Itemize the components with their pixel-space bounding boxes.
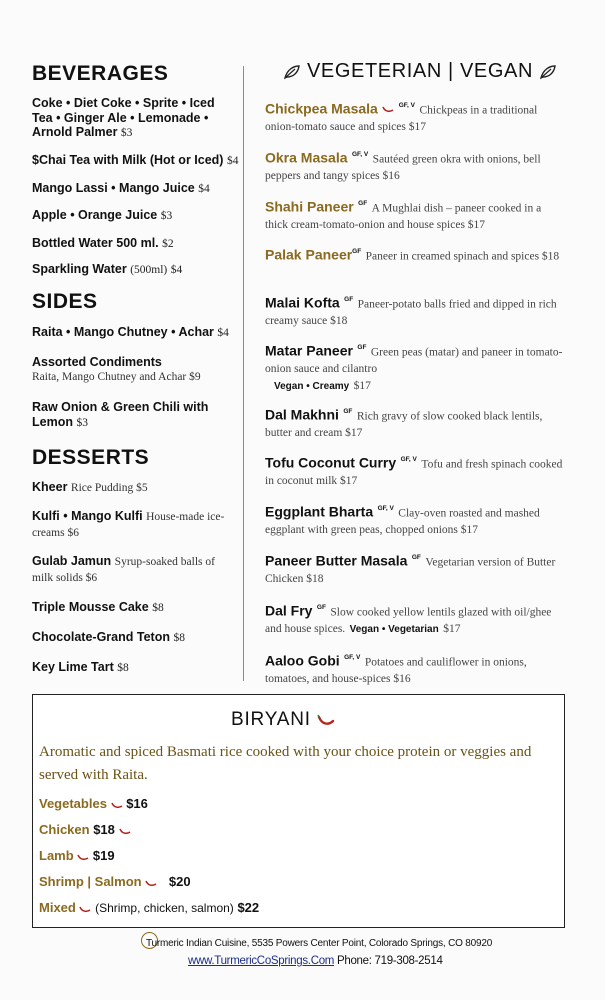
- biryani-title: BIRYANI: [231, 709, 335, 731]
- chili-icon: [382, 105, 394, 113]
- chili-icon: [317, 714, 335, 726]
- veg-item-tofu-coconut-curry: Tofu Coconut Curry $^{GF, V}$ Tofu and fresh spinach cooked in coconut milk $17: [265, 454, 563, 488]
- side-item-raita: Raita • Mango Chutney • Achar $4: [32, 325, 229, 339]
- sides-title: SIDES: [32, 290, 98, 313]
- leaf-icon: [539, 64, 557, 80]
- veg-item-dal-makhni: Dal Makhni $^{GF}$ Rich gravy of slow cooked black lentils, butter and cream $17: [265, 406, 543, 440]
- chili-icon: [79, 905, 91, 913]
- footer-address: Turmeric Indian Cuisine, 5535 Powers Center Point, Colorado Springs, CO 80920: [146, 938, 493, 949]
- biryani-item-shrimp-salmon: Shrimp | Salmon $20: [39, 874, 191, 889]
- chili-icon: [145, 879, 157, 887]
- dessert-item-grand-teton: Chocolate-Grand Teton $8: [32, 630, 185, 644]
- biryani-item-lamb: Lamb $19: [39, 848, 115, 863]
- veg-item-palak-paneer: Palak Paneer$^{GF}$ Paneer in creamed spinach and spices $18: [265, 246, 560, 263]
- matar-paneer-options: Vegan • Creamy $17: [274, 380, 371, 393]
- veg-item-okra-masala: Okra Masala $^{GF, V}$ Sautéed green okra with onions, bell peppers and tangy spices $16: [265, 149, 541, 183]
- beverage-item-bottled-water: Bottled Water 500 ml. $2: [32, 236, 174, 250]
- dessert-item-gulab-jamun: Gulab Jamun Syrup-soaked balls of milk solids $6: [32, 554, 215, 584]
- biryani-description: Aromatic and spiced Basmati rice cooked with your choice protein or veggies and served with Raita.: [39, 744, 532, 783]
- veg-item-malai-kofta: Malai Kofta $^{GF}$ Paneer-potato balls fried and dipped in rich creamy sauce $18: [265, 294, 557, 328]
- veg-item-eggplant-bharta: Eggplant Bharta $^{GF, V}$ Clay-oven roasted and mashed eggplant with green peas, chopped onions $17: [265, 503, 540, 537]
- beverages-title: BEVERAGES: [32, 62, 169, 85]
- website-link[interactable]: www.TurmericCoSprings.Com: [188, 955, 335, 967]
- beverage-item-sodas: Coke • Diet Coke • Sprite • Iced Tea • Ginger Ale • Lemonade • Arnold Palmer $3: [32, 96, 215, 139]
- side-item-condiments: Assorted Condiments Raita, Mango Chutney and Achar $9: [32, 355, 201, 383]
- beverage-item-lassi: Mango Lassi • Mango Juice $4: [32, 181, 210, 195]
- biryani-item-mixed: Mixed (Shrimp, chicken, salmon) $22: [39, 900, 260, 915]
- biryani-item-vegetables: Vegetables $16: [39, 796, 148, 811]
- biryani-box: [32, 694, 565, 928]
- veg-item-aaloo-gobi: Aaloo Gobi $^{GF, V}$ Potatoes and cauliflower in onions, tomatoes, and house-spices $16: [265, 652, 527, 686]
- dessert-item-kulfi: Kulfi • Mango Kulfi House-made ice-creams $6: [32, 509, 225, 539]
- phone-number: Phone: 719-308-2514: [336, 955, 443, 967]
- chili-icon: [77, 853, 89, 861]
- veg-heading: [265, 60, 575, 83]
- side-item-onion-chili: Raw Onion & Green Chili with Lemon $3: [32, 400, 209, 429]
- veg-item-chickpea-masala: Chickpea Masala $^{GF, V}$ Chickpeas in a traditional onion-tomato sauce and spices $17: [265, 100, 538, 134]
- column-divider: [243, 66, 244, 681]
- beverage-item-sparkling-water: Sparkling Water (500ml) $4: [32, 262, 183, 276]
- dessert-item-key-lime: Key Lime Tart $8: [32, 660, 129, 674]
- desserts-title: DESSERTS: [32, 446, 150, 469]
- veg-item-shahi-paneer: Shahi Paneer $^{GF}$ A Mughlai dish – paneer cooked in a thick cream-tomato-onion and house spices $17: [265, 198, 542, 232]
- footer-contact: [188, 955, 443, 967]
- chili-icon: [111, 801, 123, 809]
- veg-item-paneer-butter-masala: Paneer Butter Masala $^{GF}$ Vegetarian version of Butter Chicken $18: [265, 552, 556, 586]
- biryani-item-chicken: Chicken $18: [39, 822, 131, 837]
- leaf-icon: [283, 64, 301, 80]
- veg-item-matar-paneer: Matar Paneer $^{GF}$ Green peas (matar) and paneer in tomato-onion sauce and cilantro Vegan • Creamy $17: [265, 340, 563, 395]
- chili-icon: [119, 827, 131, 835]
- beverage-item-chai: $Chai Tea with Milk (Hot or Iced) $4: [32, 153, 239, 167]
- dessert-item-kheer: Kheer Rice Pudding $5: [32, 480, 148, 494]
- beverage-item-juice: Apple • Orange Juice $3: [32, 208, 173, 222]
- dessert-item-mousse-cake: Triple Mousse Cake $8: [32, 600, 164, 614]
- veg-item-dal-fry: Dal Fry $^{GF}$ Slow cooked yellow lentils glazed with oil/ghee and house spices. Vegan • Vegetarian $17: [265, 602, 552, 636]
- veg-title: VEGETERIAN | VEGAN: [306, 60, 534, 82]
